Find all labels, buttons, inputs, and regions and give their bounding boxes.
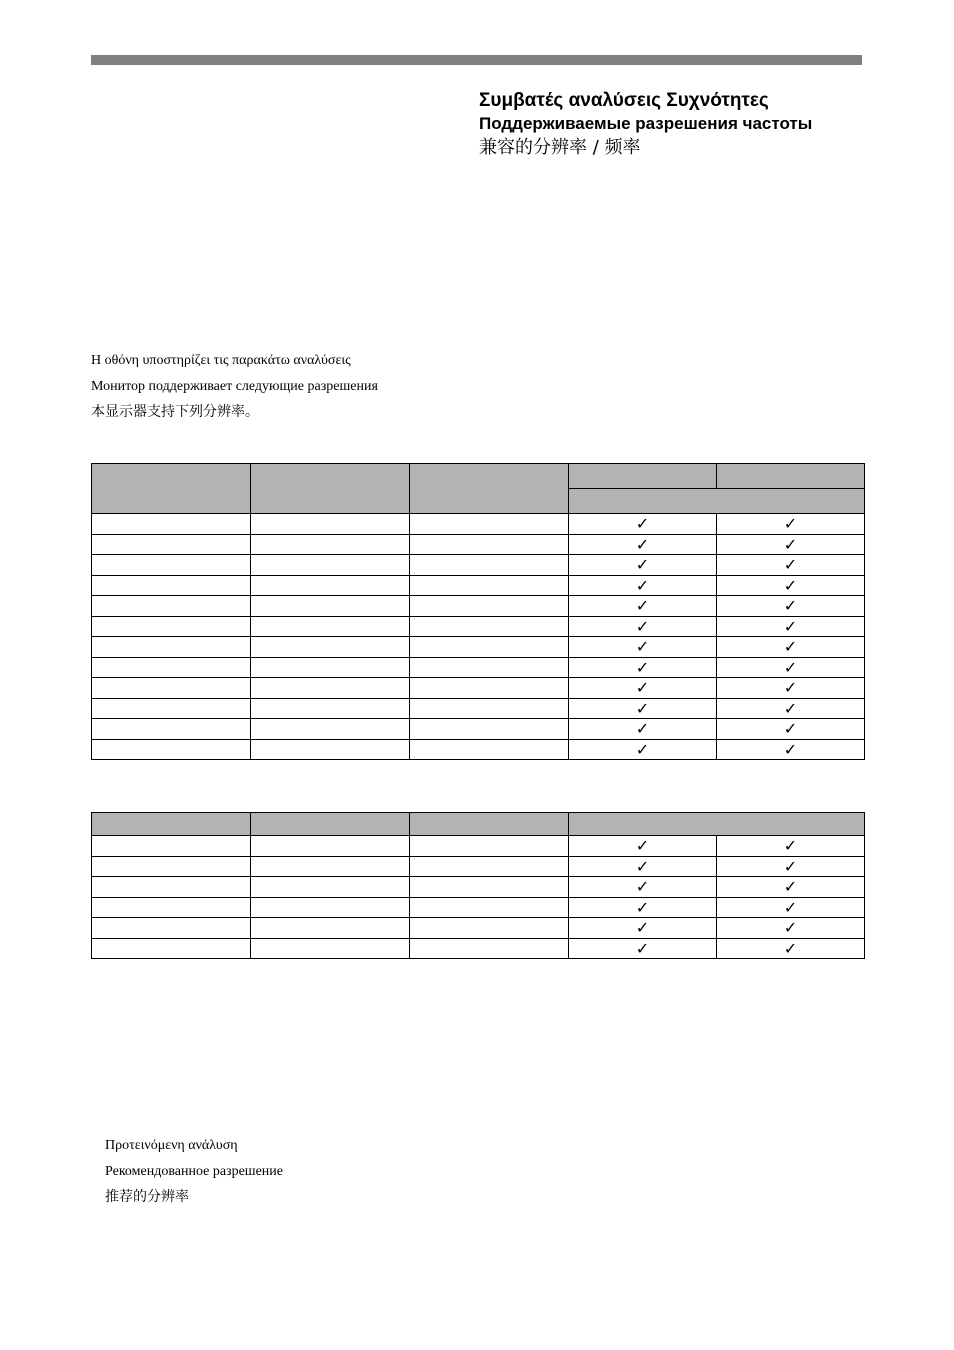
table-cell (92, 856, 251, 877)
table-row (92, 918, 865, 939)
table-row (92, 657, 865, 678)
check-mark: ✓ (717, 514, 865, 535)
table-cell (251, 678, 410, 699)
table-body (92, 514, 865, 760)
table-header-row (92, 813, 865, 836)
table-cell (251, 657, 410, 678)
table-cell (410, 938, 569, 959)
table-cell (251, 897, 410, 918)
table-header-row (92, 464, 865, 489)
check-mark: ✓ (717, 719, 865, 740)
table-cell (410, 678, 569, 699)
intro-chinese: 本显示器支持下列分辨率。 (91, 404, 259, 420)
table-cell (92, 596, 251, 617)
intro-greek: Η οθόνη υποστηρίζει τις παρακάτω αναλύσεις (91, 353, 351, 368)
check-mark: ✓ (717, 856, 865, 877)
header-cell (251, 464, 410, 514)
resolution-table-video (91, 812, 865, 959)
check-mark: ✓ (569, 596, 717, 617)
table-cell (251, 719, 410, 740)
check-mark: ✓ (717, 897, 865, 918)
header-cell-merged (569, 489, 865, 514)
table-cell (251, 856, 410, 877)
check-mark: ✓ (717, 836, 865, 857)
check-mark: ✓ (717, 657, 865, 678)
recommend-russian: Рекомендованное разрешение (105, 1163, 283, 1179)
check-mark: ✓ (717, 678, 865, 699)
check-mark: ✓ (717, 739, 865, 760)
page-heading (479, 89, 879, 161)
header-cell (410, 813, 569, 836)
check-mark: ✓ (569, 739, 717, 760)
table-cell (410, 616, 569, 637)
table-cell (410, 575, 569, 596)
check-mark: ✓ (569, 555, 717, 576)
check-mark: ✓ (569, 514, 717, 535)
table-cell (410, 836, 569, 857)
table-cell (410, 555, 569, 576)
header-cell (410, 464, 569, 514)
table-cell (92, 575, 251, 596)
table-cell (92, 534, 251, 555)
table-cell (410, 657, 569, 678)
intro-text (91, 351, 378, 428)
check-mark: ✓ (569, 657, 717, 678)
table-cell (92, 877, 251, 898)
header-cell (717, 464, 865, 489)
table-cell (92, 938, 251, 959)
header-cell (92, 813, 251, 836)
table-row (92, 836, 865, 857)
table-cell (92, 514, 251, 535)
table-cell (251, 739, 410, 760)
table-cell (410, 918, 569, 939)
check-mark: ✓ (717, 877, 865, 898)
check-mark: ✓ (569, 616, 717, 637)
table-cell (92, 836, 251, 857)
table-cell (92, 719, 251, 740)
check-mark: ✓ (569, 719, 717, 740)
table-cell (251, 575, 410, 596)
check-mark: ✓ (569, 637, 717, 658)
heading-chinese: 兼容的分辨率 / 频率 (479, 137, 641, 158)
table-cell (410, 596, 569, 617)
check-mark: ✓ (569, 897, 717, 918)
table-cell (410, 897, 569, 918)
check-mark: ✓ (569, 938, 717, 959)
table-cell (251, 534, 410, 555)
check-mark: ✓ (569, 856, 717, 877)
check-mark: ✓ (717, 555, 865, 576)
table-row (92, 514, 865, 535)
table-cell (410, 719, 569, 740)
header-cell (92, 464, 251, 514)
recommend-chinese: 推荐的分辨率 (105, 1189, 189, 1205)
recommended-resolution-note (105, 1136, 283, 1213)
heading-greek: Συμβατές αναλύσεις Συχνότητες (479, 90, 769, 111)
table-cell (410, 514, 569, 535)
check-mark: ✓ (717, 698, 865, 719)
check-mark: ✓ (717, 637, 865, 658)
table-cell (251, 918, 410, 939)
table-cell (251, 555, 410, 576)
recommend-greek: Προτεινόμενη ανάλυση (105, 1138, 238, 1153)
table-cell (251, 514, 410, 535)
table-row (92, 678, 865, 699)
check-mark: ✓ (569, 877, 717, 898)
check-mark: ✓ (569, 678, 717, 699)
header-cell-merged (569, 813, 865, 836)
table-cell (251, 877, 410, 898)
check-mark: ✓ (717, 938, 865, 959)
table-cell (92, 616, 251, 637)
table-row (92, 596, 865, 617)
table-cell (410, 877, 569, 898)
check-mark: ✓ (717, 575, 865, 596)
table-cell (251, 698, 410, 719)
table-cell (251, 637, 410, 658)
table-row (92, 739, 865, 760)
table-row (92, 897, 865, 918)
resolution-table-pc (91, 463, 865, 760)
table-row (92, 534, 865, 555)
table-cell (410, 856, 569, 877)
table-cell (92, 698, 251, 719)
check-mark: ✓ (569, 575, 717, 596)
check-mark: ✓ (717, 616, 865, 637)
table-row (92, 719, 865, 740)
table-cell (251, 836, 410, 857)
table-cell (92, 555, 251, 576)
table-row (92, 698, 865, 719)
table-cell (410, 637, 569, 658)
table-cell (92, 897, 251, 918)
check-mark: ✓ (717, 918, 865, 939)
table-cell (92, 739, 251, 760)
table-cell (410, 739, 569, 760)
table-row (92, 938, 865, 959)
table-body (92, 836, 865, 959)
table-cell (92, 918, 251, 939)
table-cell (410, 534, 569, 555)
header-cell (251, 813, 410, 836)
table-cell (92, 678, 251, 699)
check-mark: ✓ (569, 836, 717, 857)
table-row (92, 637, 865, 658)
table-row (92, 616, 865, 637)
table-cell (251, 596, 410, 617)
header-cell (569, 464, 717, 489)
table-cell (251, 938, 410, 959)
table-cell (92, 657, 251, 678)
heading-russian: Поддерживаемые разрешения частоты (479, 114, 813, 133)
table-row (92, 555, 865, 576)
check-mark: ✓ (569, 534, 717, 555)
top-rule-bar (91, 55, 862, 65)
table-row (92, 877, 865, 898)
table-row (92, 856, 865, 877)
intro-russian: Монитор поддерживает следующие разрешения (91, 378, 378, 394)
table-cell (251, 616, 410, 637)
check-mark: ✓ (569, 698, 717, 719)
table-cell (410, 698, 569, 719)
table-cell (92, 637, 251, 658)
table-row (92, 575, 865, 596)
check-mark: ✓ (717, 596, 865, 617)
check-mark: ✓ (717, 534, 865, 555)
check-mark: ✓ (569, 918, 717, 939)
